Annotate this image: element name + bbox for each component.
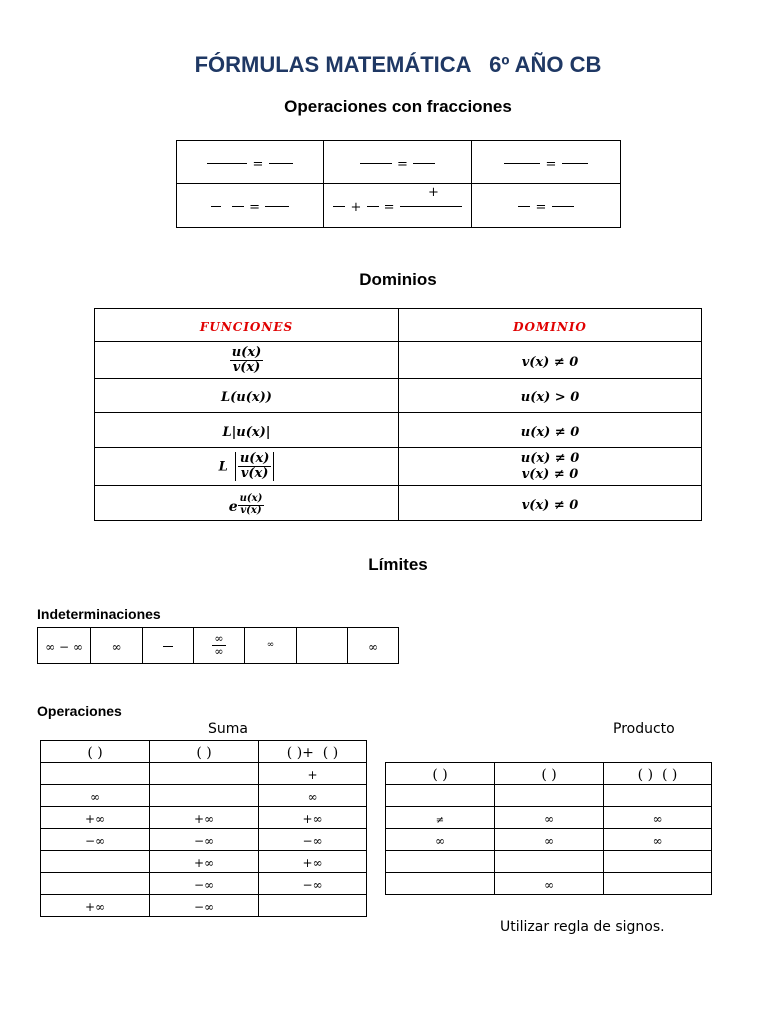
cell-value: +∞ — [302, 856, 323, 870]
page-title: FÓRMULAS MATEMÁTICA 6º AÑO CB — [194, 52, 602, 77]
funcion-value: L(u(x)) — [221, 390, 272, 405]
suma-header — [150, 741, 259, 763]
producto-label: Producto — [613, 721, 675, 737]
dominio-value: u(x) ≠ 0 — [520, 424, 580, 440]
cell-value: −∞ — [193, 878, 215, 892]
equals-sign: = — [249, 200, 260, 215]
cell-value: +∞ — [84, 812, 106, 826]
producto-header — [495, 763, 604, 785]
suma-cell — [150, 895, 259, 917]
suma-header — [41, 741, 150, 763]
cell-value: ∞ — [652, 812, 663, 826]
producto-cell — [495, 785, 604, 807]
header-label: ( ) ( ) — [637, 767, 678, 783]
cell-value: +∞ — [84, 900, 106, 914]
suma-cell — [259, 785, 367, 807]
dominio-value: v(x) ≠ 0 — [521, 497, 579, 513]
dominio-value: u(x) ≠ 0 — [520, 450, 580, 466]
producto-cell — [386, 785, 495, 807]
producto-cell — [386, 851, 495, 873]
suma-cell — [150, 829, 259, 851]
producto-cell — [604, 873, 712, 895]
nota-regla-signos: Utilizar regla de signos. — [500, 919, 665, 935]
cell-value: ∞ — [544, 878, 554, 892]
frac-denominator: v(x) — [240, 504, 262, 516]
producto-header — [604, 763, 712, 785]
fraccion-cell — [472, 184, 621, 228]
cell-value: ∞ — [307, 790, 318, 804]
suma-label: Suma — [208, 721, 248, 737]
fraccion-cell — [472, 141, 621, 184]
frac-numerator: ∞ — [214, 632, 224, 646]
fraccion-cell — [177, 141, 324, 184]
suma-cell — [259, 763, 367, 785]
fraccion-cell — [177, 184, 324, 228]
funcion-cell — [95, 413, 399, 448]
producto-cell — [495, 873, 604, 895]
equals-sign: = — [383, 200, 395, 215]
suma-cell — [259, 895, 367, 917]
cell-value: ∞ — [544, 812, 554, 826]
producto-header — [386, 763, 495, 785]
indeterminacion-cell — [143, 628, 194, 664]
indeterminacion-cell — [91, 628, 143, 664]
suma-cell — [41, 763, 150, 785]
producto-cell — [604, 785, 712, 807]
cell-value: +∞ — [302, 812, 323, 826]
cell-value: ∞ — [90, 790, 100, 804]
producto-cell — [386, 873, 495, 895]
frac-denominator: v(x) — [232, 359, 261, 375]
header-label: ( ) — [196, 745, 212, 761]
indeterminaciones-heading: Indeterminaciones — [37, 606, 161, 622]
funcion-cell — [95, 486, 399, 521]
plus-sign: + — [428, 185, 439, 200]
suma-header — [259, 741, 367, 763]
funcion-cell — [95, 379, 399, 413]
indeterminacion-cell — [348, 628, 399, 664]
indeterminacion-cell — [194, 628, 245, 664]
cell-value: ∞ — [544, 834, 554, 848]
header-label: ( ) — [541, 767, 557, 783]
suma-cell — [41, 895, 150, 917]
suma-cell — [41, 851, 150, 873]
suma-cell — [41, 873, 150, 895]
suma-cell — [150, 807, 259, 829]
cell-value: +∞ — [193, 856, 215, 870]
indeterminaciones-table — [37, 627, 399, 664]
fracciones-heading: Operaciones con fracciones — [284, 97, 512, 116]
frac-denominator: ∞ — [214, 645, 224, 658]
limites-heading: Límites — [368, 555, 428, 574]
cell-value: −∞ — [302, 878, 323, 892]
frac-numerator: u(x) — [239, 493, 263, 504]
fraccion-cell — [324, 141, 472, 184]
suma-cell — [259, 851, 367, 873]
indeterminacion-value: ∞ — [111, 640, 122, 654]
dominio-cell — [399, 486, 702, 521]
cell-value: −∞ — [193, 900, 215, 914]
indeterminacion-cell — [297, 628, 348, 664]
funcion-cell — [95, 448, 399, 486]
dominio-value: v(x) ≠ 0 — [521, 466, 579, 482]
indeterminacion-cell — [245, 628, 297, 664]
producto-cell — [604, 807, 712, 829]
indeterminacion-value: ∞ − ∞ — [45, 640, 83, 654]
operaciones-heading: Operaciones — [37, 703, 122, 719]
dominio-cell — [399, 379, 702, 413]
header-label: ( ) — [87, 745, 103, 761]
fraccion-cell — [324, 184, 472, 228]
header-label: ( )+ ( ) — [286, 745, 339, 761]
suma-cell — [41, 829, 150, 851]
producto-cell — [495, 829, 604, 851]
funcion-cell — [95, 342, 399, 379]
indeterminacion-value: ∞ — [368, 640, 378, 654]
cell-value: −∞ — [84, 834, 106, 848]
cell-value: ≠ — [435, 815, 445, 826]
producto-cell — [604, 851, 712, 873]
dominio-value: u(x) > 0 — [520, 390, 580, 405]
fracciones-table — [176, 140, 621, 228]
indeterminacion-cell — [38, 628, 91, 664]
suma-cell — [41, 807, 150, 829]
dominio-cell — [399, 448, 702, 486]
header-label: ( ) — [432, 767, 448, 783]
producto-cell — [386, 807, 495, 829]
equals-sign: = — [397, 156, 408, 172]
cell-value: + — [307, 768, 318, 782]
frac-numerator: u(x) — [231, 344, 262, 360]
suma-cell — [259, 829, 367, 851]
producto-cell — [604, 829, 712, 851]
cell-value: −∞ — [302, 834, 323, 848]
plus-sign: + — [350, 200, 362, 215]
suma-cell — [150, 785, 259, 807]
funcion-base: e — [228, 499, 238, 515]
equals-sign: = — [252, 156, 264, 172]
suma-cell — [259, 807, 367, 829]
dominios-heading: Dominios — [359, 270, 437, 289]
cell-value: ∞ — [435, 834, 445, 848]
cell-value: +∞ — [193, 812, 215, 826]
dominio-value: v(x) ≠ 0 — [521, 354, 579, 370]
header-funciones — [95, 309, 399, 342]
cell-value: −∞ — [193, 834, 215, 848]
cell-value: ∞ — [652, 834, 663, 848]
equals-sign: = — [535, 200, 547, 215]
suma-cell — [150, 763, 259, 785]
header-label: DOMINIO — [513, 319, 587, 334]
funcion-value: L|u(x)| — [222, 424, 271, 440]
indeterminacion-value: ∞ — [266, 640, 275, 650]
dominios-table — [94, 308, 702, 521]
producto-cell — [386, 829, 495, 851]
frac-numerator: u(x) — [239, 451, 270, 467]
producto-table — [385, 762, 712, 895]
suma-table — [40, 740, 367, 917]
dominio-cell — [399, 413, 702, 448]
header-dominio — [399, 309, 702, 342]
dominio-cell — [399, 342, 702, 379]
suma-cell — [150, 851, 259, 873]
producto-cell — [495, 807, 604, 829]
funcion-prefix: L — [218, 460, 228, 475]
header-label: FUNCIONES — [199, 319, 294, 334]
suma-cell — [41, 785, 150, 807]
suma-cell — [259, 873, 367, 895]
producto-cell — [495, 851, 604, 873]
equals-sign: = — [545, 156, 557, 172]
suma-cell — [150, 873, 259, 895]
frac-denominator: v(x) — [240, 466, 269, 481]
